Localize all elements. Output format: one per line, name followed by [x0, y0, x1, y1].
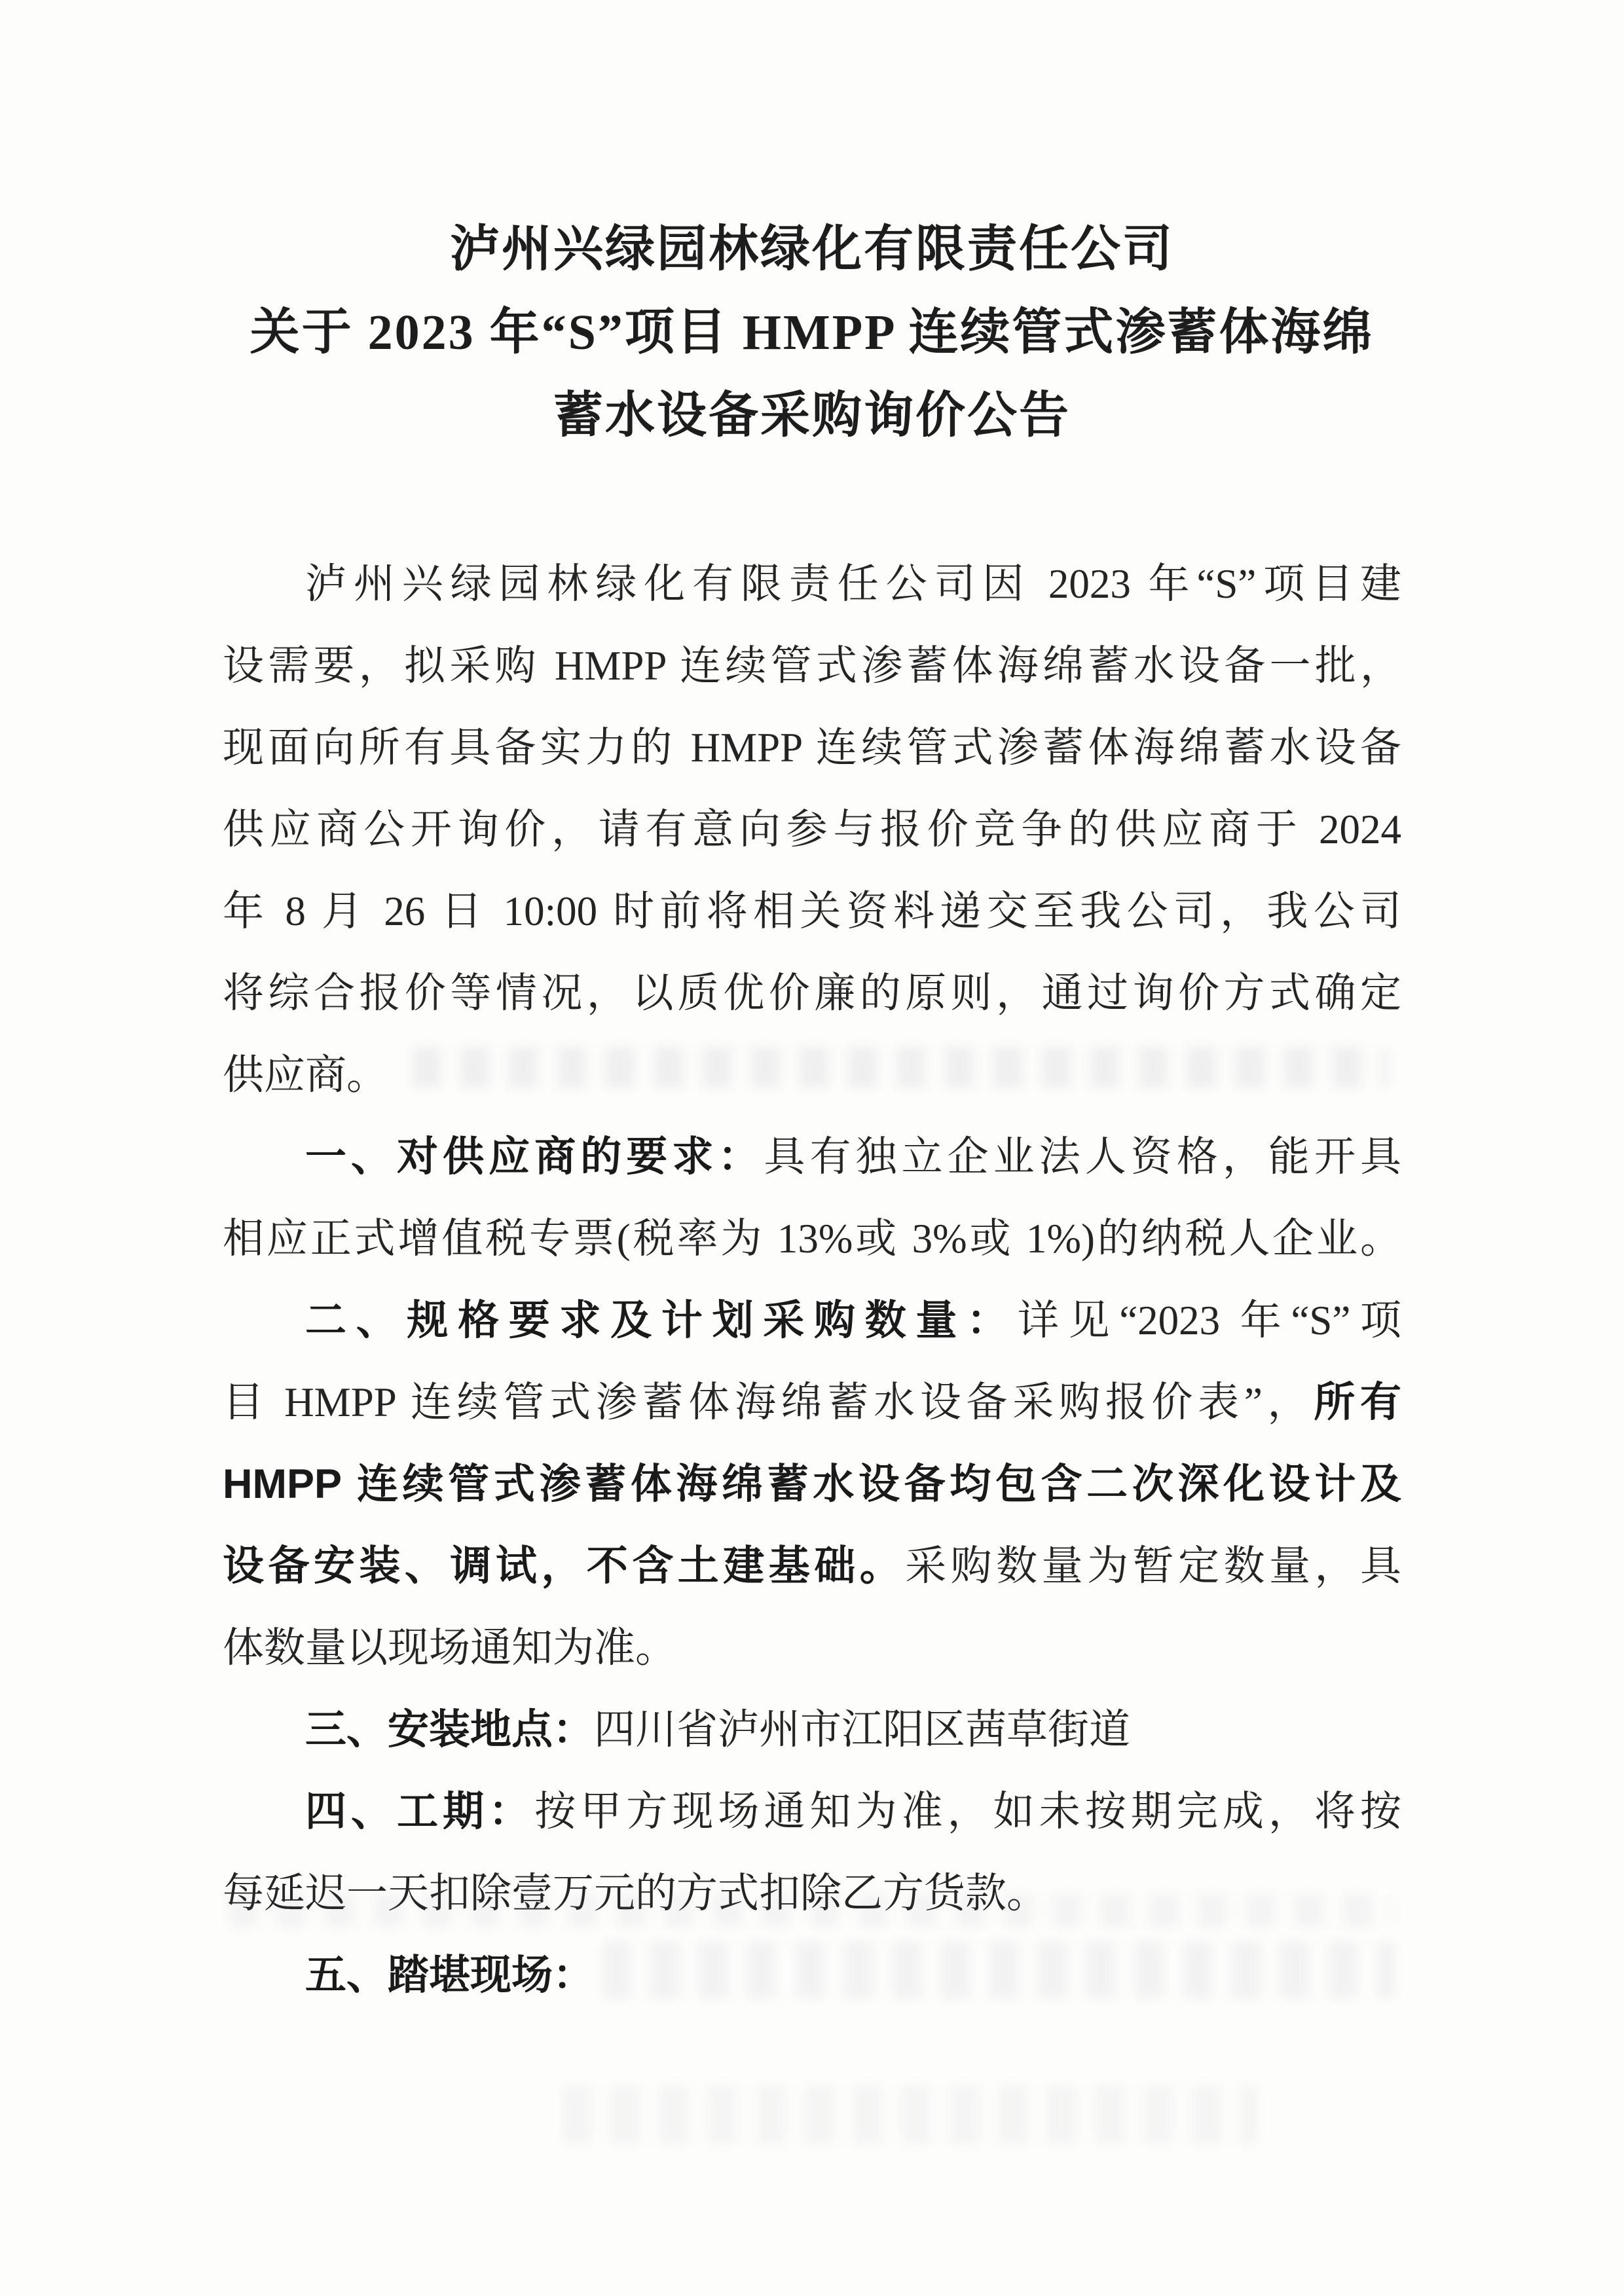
- text-segment: 设需要，拟采购 HMPP 连续管式渗蓄体海绵蓄水设备一批，: [223, 643, 1401, 689]
- body-line: [223, 1198, 1401, 1280]
- text-segment: 四川省泸州市江阳区茜草街道: [594, 1707, 1130, 1753]
- bold-text-segment: 三、安装地点：: [305, 1707, 594, 1753]
- bleedthrough-smudge: [602, 1941, 1395, 1999]
- bold-text-segment: HMPP 连续管式渗蓄体海绵蓄水设备均包含二次深化设计及: [223, 1461, 1401, 1507]
- text-segment: 现面向所有具备实力的 HMPP 连续管式渗蓄体海绵蓄水设备: [223, 725, 1401, 771]
- title-line: 泸州兴绿园林绿化有限责任公司: [450, 222, 1174, 277]
- bold-text-segment: 二、规格要求及计划采购数量：: [305, 1298, 1018, 1343]
- text-segment: 体数量以现场通知为准。: [223, 1625, 676, 1671]
- body-line: [223, 1607, 1401, 1689]
- body-line: [223, 1525, 1401, 1607]
- text-segment: 将综合报价等情况，以质优价廉的原则，通过询价方式确定: [223, 970, 1401, 1016]
- text-segment: 采购数量为暂定数量，具: [905, 1543, 1402, 1589]
- bleedthrough-smudge: [413, 1046, 1388, 1088]
- document-content: [223, 208, 1401, 2016]
- text-segment: 相应正式增值税专票(税率为 13%或 3%或 1%)的纳税人企业。: [223, 1216, 1401, 1262]
- body-line: [223, 1689, 1401, 1771]
- text-segment: 详见“2023 年“S”项: [1017, 1298, 1401, 1343]
- body-line: [223, 1362, 1401, 1444]
- bold-text-segment: 所有: [1314, 1379, 1402, 1425]
- body-line: [223, 707, 1401, 789]
- bleedthrough-smudge: [563, 2085, 1257, 2144]
- text-segment: 具有独立企业法人资格，能开具: [764, 1134, 1402, 1180]
- bold-text-segment: 五、踏堪现场：: [305, 1952, 594, 1998]
- body-line: [223, 871, 1401, 953]
- body-line: [223, 1116, 1401, 1198]
- body-line: [223, 1280, 1401, 1362]
- text-segment: 目 HMPP 连续管式渗蓄体海绵蓄水设备采购报价表”，: [223, 1379, 1314, 1425]
- body-line: [223, 625, 1401, 707]
- body-line: [223, 1771, 1401, 1853]
- document-body: [223, 543, 1401, 2016]
- body-line: [223, 1444, 1401, 1525]
- body-line: [223, 543, 1401, 625]
- bold-text-segment: 一、对供应商的要求：: [305, 1134, 764, 1180]
- text-segment: 泸州兴绿园林绿化有限责任公司因 2023 年“S”项目建: [305, 561, 1401, 607]
- body-line: [223, 953, 1401, 1034]
- bleedthrough-smudge: [229, 1893, 1395, 1927]
- text-segment: 供应商。: [223, 1052, 388, 1098]
- text-segment: 年 8 月 26 日 10:00 时前将相关资料递交至我公司，我公司: [223, 888, 1401, 934]
- text-segment: 每延迟一天扣除壹万元的方式扣除乙方货款。: [223, 1870, 1048, 1916]
- text-segment: 按甲方现场通知为准，如未按期完成，将按: [534, 1789, 1402, 1834]
- title-line: 关于 2023 年“S”项目 HMPP 连续管式渗蓄体海绵: [249, 305, 1375, 360]
- title-line: 蓄水设备采购询价公告: [553, 388, 1071, 443]
- text-segment: 供应商公开询价，请有意向参与报价竞争的供应商于 2024: [223, 807, 1401, 852]
- bold-text-segment: 四、工期：: [305, 1789, 535, 1834]
- bold-text-segment: 设备安装、调试，不含土建基础。: [223, 1543, 906, 1589]
- page-title: [223, 208, 1401, 458]
- body-line: [223, 789, 1401, 871]
